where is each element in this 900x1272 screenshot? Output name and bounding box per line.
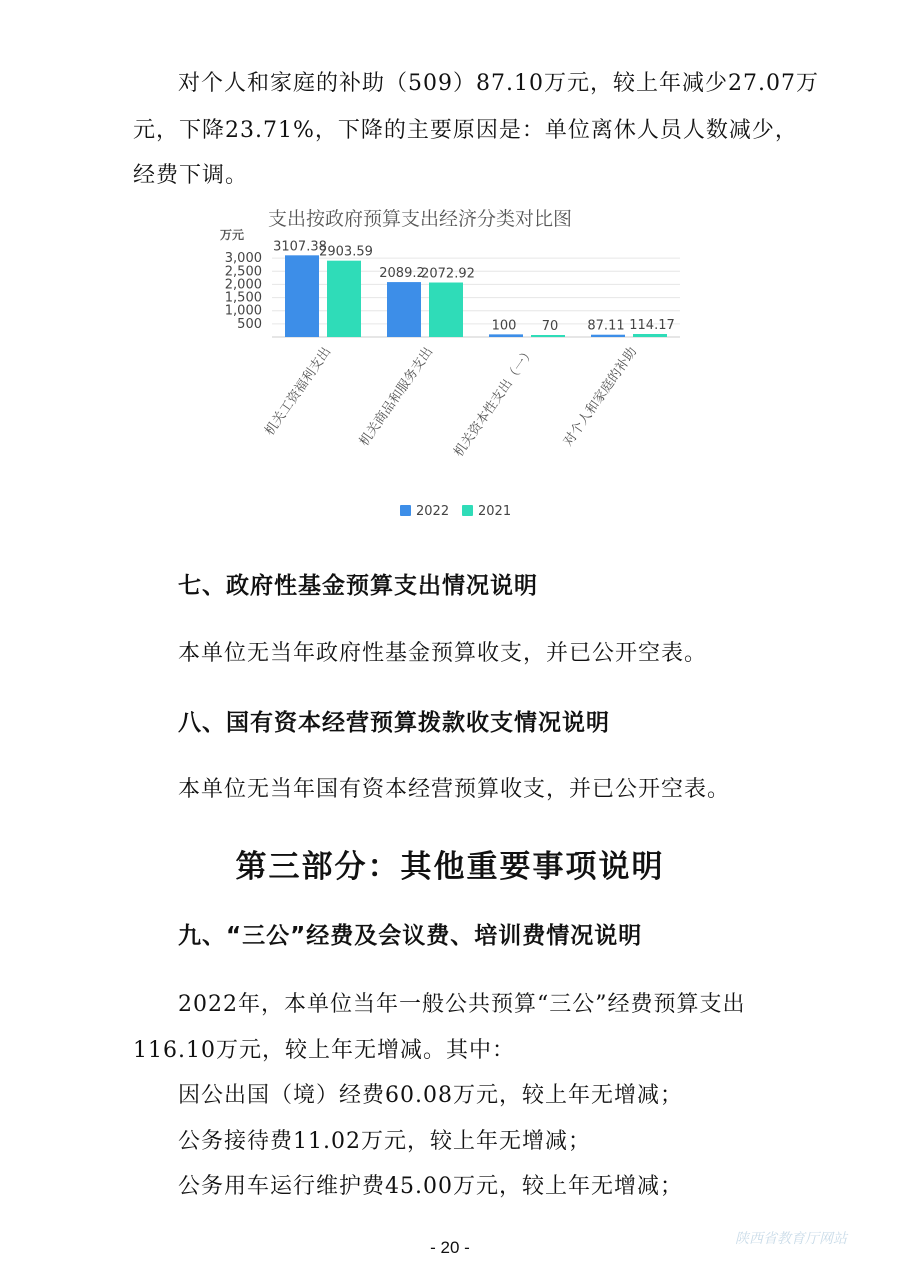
y-tick-label: 1,000 (224, 303, 262, 319)
watermark-text: 陕西省教育厅网站 (735, 1231, 847, 1247)
paragraph-line: 因公出国（境）经费60.08万元，较上年无增减； (178, 1083, 683, 1108)
bar-2021 (531, 335, 565, 337)
legend-label: 2022 (416, 504, 450, 519)
chart-title: 支出按政府预算支出经济分类对比图 (267, 208, 573, 230)
bar-value-label: 2089.2 (379, 266, 425, 282)
section-8-body: 本单位无当年国有资本经营预算收支，并已公开空表。 (178, 777, 731, 802)
paragraph-line: 对个人和家庭的补助（509）87.10万元，较上年减少27.07万 (178, 71, 819, 96)
legend-swatch-2021 (462, 505, 473, 516)
site-watermark (735, 1228, 885, 1258)
paragraph-line: 2022年，本单位当年一般公共预算“三公”经费预算支出 (178, 992, 746, 1017)
bar-2022 (387, 282, 421, 337)
paragraph-line: 116.10万元，较上年无增减。其中： (133, 1038, 515, 1063)
x-category-label: 对个人和家庭的补助 (560, 344, 641, 450)
bar-value-label: 114.17 (629, 317, 675, 333)
legend-swatch-2022 (400, 505, 411, 516)
bar-value-label: 2072.92 (421, 266, 475, 282)
section-9-heading: 九、“三公”经费及会议费、培训费情况说明 (178, 923, 643, 949)
bar-2022 (591, 335, 625, 337)
bar-2021 (429, 283, 463, 337)
y-tick-label: 500 (237, 316, 262, 332)
paragraph-line: 元，下降23.71%，下降的主要原因是：单位离休人员人数减少， (133, 118, 798, 143)
paragraph-line: 公务接待费11.02万元，较上年无增减； (178, 1129, 591, 1154)
section-7-heading: 七、政府性基金预算支出情况说明 (178, 573, 538, 599)
bar-value-label: 3107.38 (273, 239, 327, 255)
y-tick-label: 2,500 (224, 264, 262, 280)
section-8-heading: 八、国有资本经营预算拨款收支情况说明 (178, 710, 610, 736)
page-number: - 20 - (430, 1238, 470, 1257)
y-tick-label: 1,500 (224, 290, 262, 306)
section-7-body: 本单位无当年政府性基金预算收支，并已公开空表。 (178, 641, 708, 666)
bar-2022 (489, 334, 523, 337)
x-category-label: 机关工资福利支出 (262, 344, 335, 439)
part-3-title: 第三部分：其他重要事项说明 (235, 849, 665, 885)
bar-value-label: 70 (541, 319, 559, 334)
paragraph-line: 经费下调。 (133, 163, 249, 188)
expenditure-comparison-chart (210, 195, 730, 530)
legend-label: 2021 (478, 504, 512, 519)
y-tick-label: 2,000 (224, 277, 262, 293)
y-tick-label: 3,000 (224, 251, 262, 267)
bar-value-label: 87.11 (587, 318, 625, 334)
paragraph-line: 公务用车运行维护费45.00万元，较上年无增减； (178, 1174, 683, 1199)
x-category-label: 机关资本性支出（一） (451, 344, 539, 460)
x-category-label: 机关商品和服务支出 (356, 344, 437, 450)
bar-2021 (327, 261, 361, 337)
chart-y-axis-label: 万元 (219, 228, 245, 242)
bar-2021 (633, 334, 667, 337)
bar-value-label: 2903.59 (319, 244, 373, 260)
bar-value-label: 100 (491, 318, 517, 334)
bar-2022 (285, 255, 319, 337)
